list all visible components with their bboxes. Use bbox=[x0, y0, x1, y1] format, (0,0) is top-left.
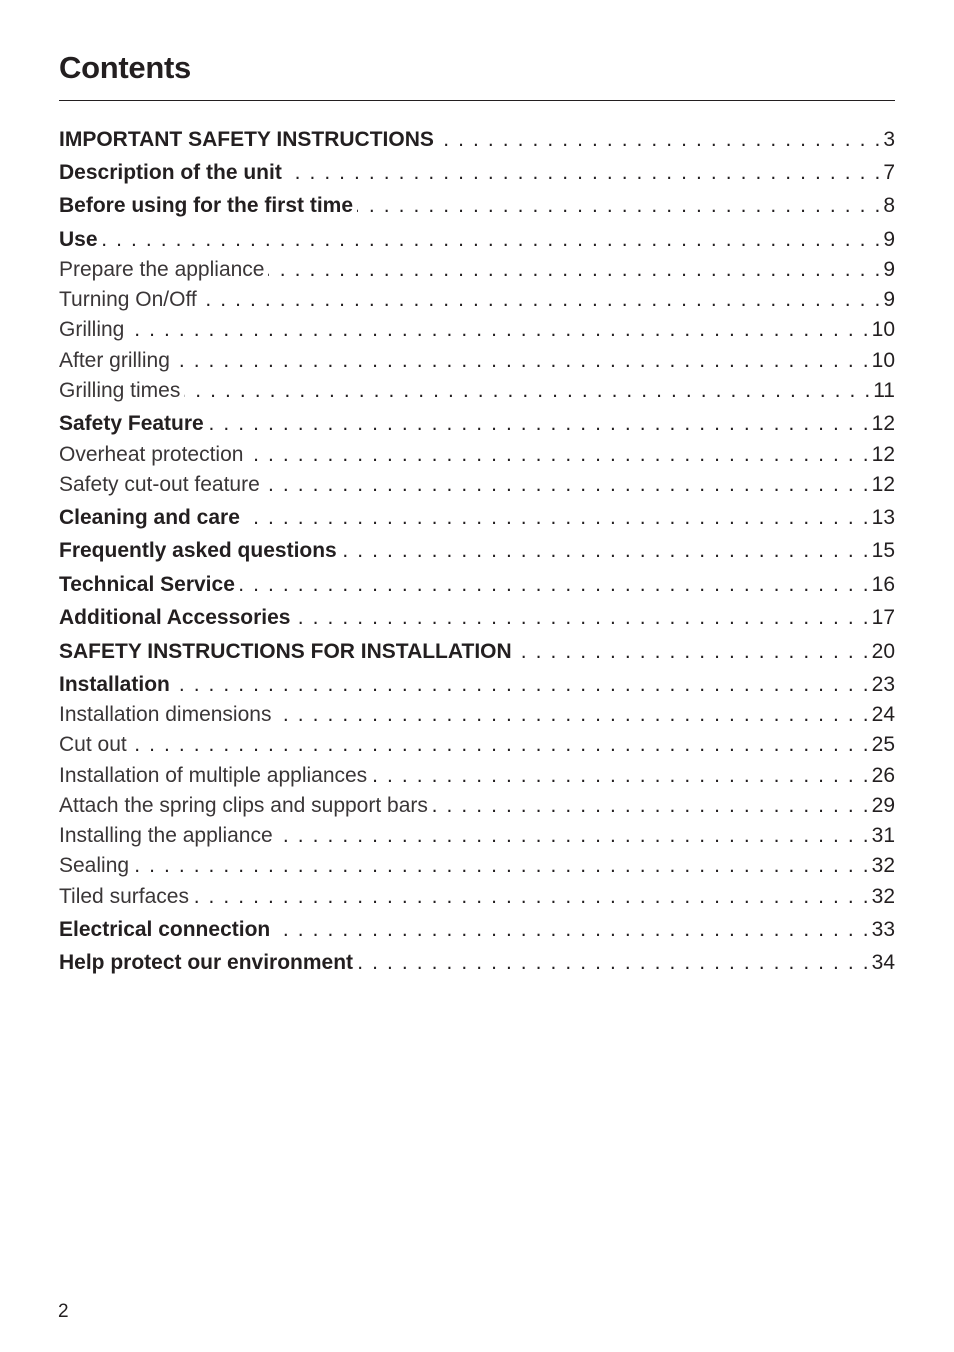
toc-entry-page: 29 bbox=[871, 794, 895, 817]
toc-entry-label: Electrical connection bbox=[59, 918, 271, 941]
dot-leader bbox=[277, 821, 869, 851]
dot-leader bbox=[208, 409, 869, 439]
toc-entry-label: Additional Accessories bbox=[59, 606, 291, 629]
toc-entry-page: 20 bbox=[871, 640, 895, 663]
dot-leader bbox=[128, 315, 868, 345]
toc-entry-page: 12 bbox=[871, 473, 895, 496]
toc-entry-page: 31 bbox=[871, 824, 895, 847]
toc-entry[interactable] bbox=[59, 915, 895, 945]
page-title: Contents bbox=[59, 50, 191, 85]
toc-entry-label: Turning On/Off bbox=[59, 288, 197, 311]
toc-entry-page: 9 bbox=[883, 288, 895, 311]
toc-entry-label: Grilling times bbox=[59, 379, 181, 402]
toc-entry[interactable] bbox=[59, 346, 895, 376]
dot-leader bbox=[357, 191, 880, 221]
toc-entry-page: 12 bbox=[871, 443, 895, 466]
toc-entry-page: 34 bbox=[871, 951, 895, 974]
toc-entry-label: Installation of multiple appliances bbox=[59, 764, 368, 787]
toc-entry-label: Cut out bbox=[59, 733, 127, 756]
dot-leader bbox=[516, 637, 869, 667]
toc-entry-page: 8 bbox=[883, 194, 895, 217]
toc-entry-page: 12 bbox=[871, 412, 895, 435]
toc-entry[interactable] bbox=[59, 603, 895, 633]
toc-entry-page: 15 bbox=[871, 539, 895, 562]
toc-entry[interactable] bbox=[59, 125, 895, 155]
toc-entry-page: 32 bbox=[871, 885, 895, 908]
toc-entry-label: Grilling bbox=[59, 318, 125, 341]
toc-entry-page: 17 bbox=[871, 606, 895, 629]
toc-entry-label: Prepare the appliance bbox=[59, 258, 265, 281]
dot-leader bbox=[274, 915, 868, 945]
toc-entry-label: Installing the appliance bbox=[59, 824, 273, 847]
toc-entry-page: 26 bbox=[871, 764, 895, 787]
toc-entry-page: 10 bbox=[871, 318, 895, 341]
toc-entry[interactable] bbox=[59, 761, 895, 791]
dot-leader bbox=[239, 570, 869, 600]
toc-entry-label: Help protect our environment bbox=[59, 951, 354, 974]
toc-entry[interactable] bbox=[59, 285, 895, 315]
toc-entry-label: Before using for the first time bbox=[59, 194, 354, 217]
toc-entry-label: Sealing bbox=[59, 854, 130, 877]
toc-entry-page: 7 bbox=[883, 161, 895, 184]
toc-entry-label: Overheat protection bbox=[59, 443, 244, 466]
dot-leader bbox=[244, 503, 869, 533]
dot-leader bbox=[133, 851, 869, 881]
toc-entry[interactable] bbox=[59, 821, 895, 851]
toc-entry[interactable] bbox=[59, 851, 895, 881]
toc-entry-label: Safety Feature bbox=[59, 412, 204, 435]
toc-entry-label: SAFETY INSTRUCTIONS FOR INSTALLATION bbox=[59, 640, 512, 663]
toc-entry-page: 32 bbox=[871, 854, 895, 877]
toc-entry-page: 13 bbox=[871, 506, 895, 529]
toc-entry-label: Description of the unit bbox=[59, 161, 282, 184]
toc-entry[interactable] bbox=[59, 376, 895, 406]
toc-entry[interactable] bbox=[59, 440, 895, 470]
toc-entry[interactable] bbox=[59, 730, 895, 760]
title-divider bbox=[59, 100, 895, 101]
toc-entry-label: Tiled surfaces bbox=[59, 885, 189, 908]
toc-entry-label: Use bbox=[59, 228, 98, 251]
dot-leader bbox=[438, 125, 880, 155]
toc-entry-label: Cleaning and care bbox=[59, 506, 240, 529]
toc-entry[interactable] bbox=[59, 536, 895, 566]
toc-entry[interactable] bbox=[59, 882, 895, 912]
toc-entry-page: 11 bbox=[873, 379, 895, 402]
toc-entry-label: Installation dimensions bbox=[59, 703, 272, 726]
toc-entry-page: 24 bbox=[871, 703, 895, 726]
dot-leader bbox=[264, 470, 869, 500]
toc-entry[interactable] bbox=[59, 255, 895, 285]
toc-entry[interactable] bbox=[59, 315, 895, 345]
dot-leader bbox=[371, 761, 868, 791]
dot-leader bbox=[294, 603, 868, 633]
toc-entry-label: Attach the spring clips and support bars bbox=[59, 794, 428, 817]
toc-entry-page: 16 bbox=[871, 573, 895, 596]
toc-entry[interactable] bbox=[59, 409, 895, 439]
toc-entry-page: 9 bbox=[883, 258, 895, 281]
toc-entry[interactable] bbox=[59, 470, 895, 500]
dot-leader bbox=[184, 376, 870, 406]
dot-leader bbox=[201, 285, 881, 315]
toc-entry[interactable] bbox=[59, 225, 895, 255]
toc-entry-page: 9 bbox=[883, 228, 895, 251]
toc-entry-label: IMPORTANT SAFETY INSTRUCTIONS bbox=[59, 128, 434, 151]
dot-leader bbox=[268, 255, 880, 285]
dot-leader bbox=[102, 225, 881, 255]
toc-entry-page: 25 bbox=[871, 733, 895, 756]
dot-leader bbox=[341, 536, 869, 566]
toc-entry-label: Installation bbox=[59, 673, 170, 696]
toc-entry[interactable] bbox=[59, 637, 895, 667]
toc-entry-page: 33 bbox=[871, 918, 895, 941]
dot-leader bbox=[174, 670, 869, 700]
toc-entry-label: After grilling bbox=[59, 349, 170, 372]
toc-entry[interactable] bbox=[59, 791, 895, 821]
dot-leader bbox=[193, 882, 869, 912]
toc-entry[interactable] bbox=[59, 158, 895, 188]
dot-leader bbox=[432, 791, 869, 821]
dot-leader bbox=[174, 346, 869, 376]
dot-leader bbox=[286, 158, 880, 188]
toc-entry-label: Frequently asked questions bbox=[59, 539, 337, 562]
dot-leader bbox=[275, 700, 868, 730]
toc-entry[interactable] bbox=[59, 670, 895, 700]
toc-entry-label: Technical Service bbox=[59, 573, 235, 596]
toc-entry[interactable] bbox=[59, 948, 895, 978]
toc-entry[interactable] bbox=[59, 191, 895, 221]
toc-entry[interactable] bbox=[59, 503, 895, 533]
page-number: 2 bbox=[58, 1301, 69, 1322]
toc-entry-page: 10 bbox=[871, 349, 895, 372]
toc-entry-page: 3 bbox=[883, 128, 895, 151]
dot-leader bbox=[247, 440, 868, 470]
toc-entry-label: Safety cut-out feature bbox=[59, 473, 260, 496]
toc-entry[interactable] bbox=[59, 700, 895, 730]
dot-leader bbox=[357, 948, 869, 978]
toc-entry-page: 23 bbox=[871, 673, 895, 696]
toc-entry[interactable] bbox=[59, 570, 895, 600]
dot-leader bbox=[131, 730, 869, 760]
